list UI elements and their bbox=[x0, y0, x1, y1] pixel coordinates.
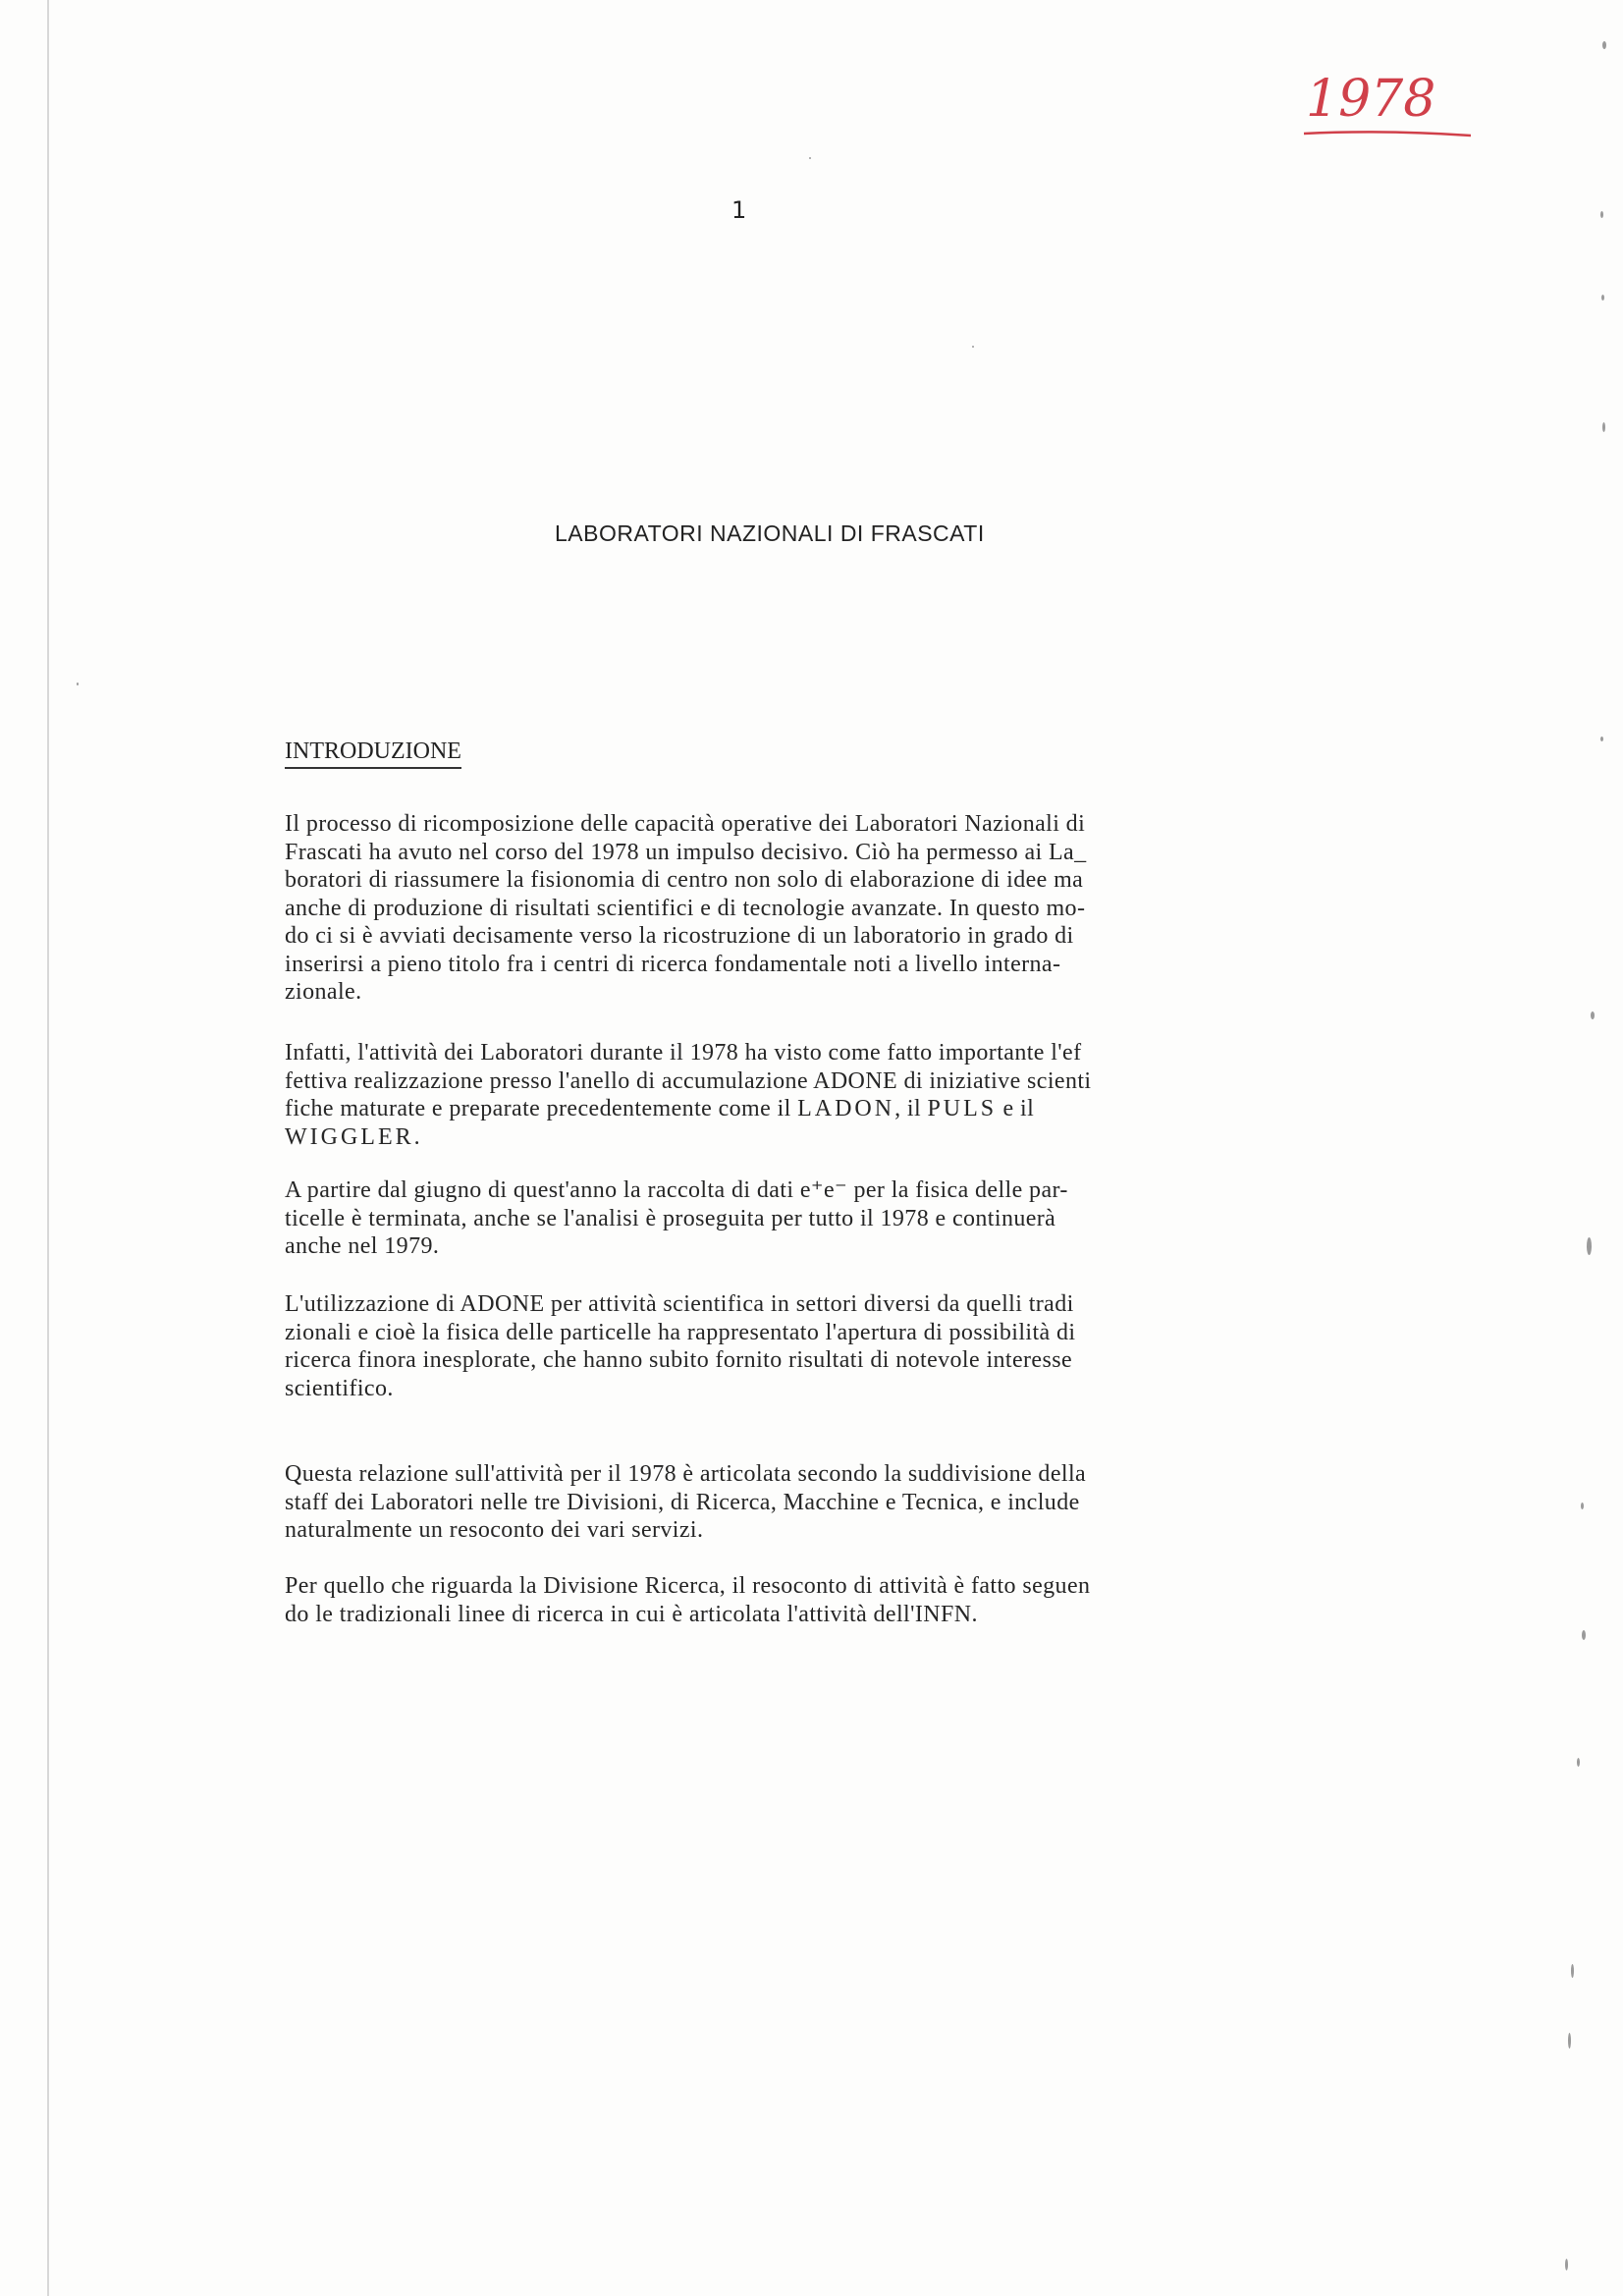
text-line: L'utilizzazione di ADONE per attività scientifica in settori diversi da quelli tradi bbox=[285, 1291, 1074, 1317]
text-line: ricerca finora inesplorate, che hanno subito fornito risultati di notevole interesse bbox=[285, 1347, 1073, 1373]
paragraph-report-structure bbox=[285, 1460, 1325, 1545]
scan-speck bbox=[1582, 1630, 1586, 1640]
text-fragment: , il bbox=[894, 1096, 922, 1121]
section-heading: INTRODUZIONE bbox=[285, 738, 461, 769]
text-line: anche di produzione di risultati scientifici e di tecnologie avanzate. In questo mo- bbox=[285, 895, 1086, 921]
text-line: Il processo di ricomposizione delle capacità operative dei Laboratori Nazionali di bbox=[285, 811, 1086, 837]
page-edge-shadow bbox=[47, 0, 49, 2296]
scan-speck bbox=[1600, 211, 1603, 218]
text-line: staff dei Laboratori nelle tre Divisioni, di Ricerca, Macchine e Tecnica, e include bbox=[285, 1489, 1080, 1515]
text-line bbox=[285, 1095, 1325, 1123]
scan-speck bbox=[1600, 737, 1603, 741]
wiggler-label: WIGGLER. bbox=[285, 1123, 423, 1150]
text-line: zionali e cioè la fisica delle particelle ha rappresentato l'apertura di possibilità di bbox=[285, 1319, 1076, 1345]
scan-speck bbox=[1565, 2259, 1568, 2270]
text-line: Frascati ha avuto nel corso del 1978 un impulso decisivo. Ciò ha permesso ai La_ bbox=[285, 839, 1087, 865]
paragraph-activities bbox=[285, 1039, 1325, 1151]
document-title: LABORATORI NAZIONALI DI FRASCATI bbox=[555, 520, 985, 546]
scan-speck bbox=[1591, 1011, 1595, 1019]
text-fragment: fiche maturate e preparate precedentemente come il bbox=[285, 1096, 791, 1121]
scan-speck bbox=[1602, 422, 1605, 432]
scan-speck bbox=[1577, 1758, 1580, 1767]
paragraph-adone-usage bbox=[285, 1290, 1325, 1402]
scan-speck bbox=[1601, 295, 1604, 301]
text-line: A partire dal giugno di quest'anno la raccolta di dati e⁺e⁻ per la fisica delle par- bbox=[285, 1177, 1068, 1203]
text-line: Infatti, l'attività dei Laboratori durante il 1978 ha visto come fatto importante l'ef bbox=[285, 1040, 1082, 1066]
scan-speck bbox=[1568, 2033, 1571, 2049]
paragraph-data-collection bbox=[285, 1176, 1325, 1261]
scan-speck bbox=[1581, 1503, 1584, 1509]
text-line: Per quello che riguarda la Divisione Ricerca, il resoconto di attività è fatto seguen bbox=[285, 1573, 1091, 1599]
text-line: boratori di riassumere la fisionomia di centro non solo di elaborazione di idee ma bbox=[285, 867, 1084, 893]
text-line: inserirsi a pieno titolo fra i centri di ricerca fondamentale noti a livello interna- bbox=[285, 951, 1061, 977]
text-line: anche nel 1979. bbox=[285, 1233, 440, 1259]
scan-speck bbox=[1587, 1237, 1592, 1255]
page-number: 1 bbox=[731, 196, 747, 224]
text-line: zionale. bbox=[285, 979, 362, 1005]
text-line: ticelle è terminata, anche se l'analisi è proseguita per tutto il 1978 e continuerà bbox=[285, 1205, 1056, 1231]
paragraph-research-division bbox=[285, 1572, 1325, 1628]
text-line: do ci si è avviati decisamente verso la ricostruzione di un laboratorio in grado di bbox=[285, 923, 1074, 949]
scan-speck bbox=[972, 346, 974, 348]
text-line: scientifico. bbox=[285, 1375, 394, 1401]
scan-speck bbox=[77, 683, 79, 685]
puls-label: PULS bbox=[927, 1096, 998, 1121]
paragraph-intro bbox=[285, 810, 1325, 1007]
scan-speck bbox=[809, 157, 811, 159]
text-line: naturalmente un resoconto dei vari servizi. bbox=[285, 1517, 704, 1543]
text-line: do le tradizionali linee di ricerca in cui è articolata l'attività dell'INFN. bbox=[285, 1601, 978, 1627]
text-line: Questa relazione sull'attività per il 1978 è articolata secondo la suddivisione della bbox=[285, 1461, 1087, 1487]
ladon-label: LADON bbox=[797, 1096, 895, 1121]
scan-speck bbox=[1571, 1964, 1574, 1978]
text-fragment: e il bbox=[1002, 1096, 1035, 1121]
text-line: fettiva realizzazione presso l'anello di accumulazione ADONE di iniziative scienti bbox=[285, 1067, 1092, 1094]
handwritten-underline bbox=[1304, 132, 1471, 136]
scan-speck bbox=[1602, 41, 1606, 49]
handwritten-year-text: 1978 bbox=[1306, 70, 1436, 129]
handwritten-year-annotation bbox=[1294, 57, 1490, 145]
